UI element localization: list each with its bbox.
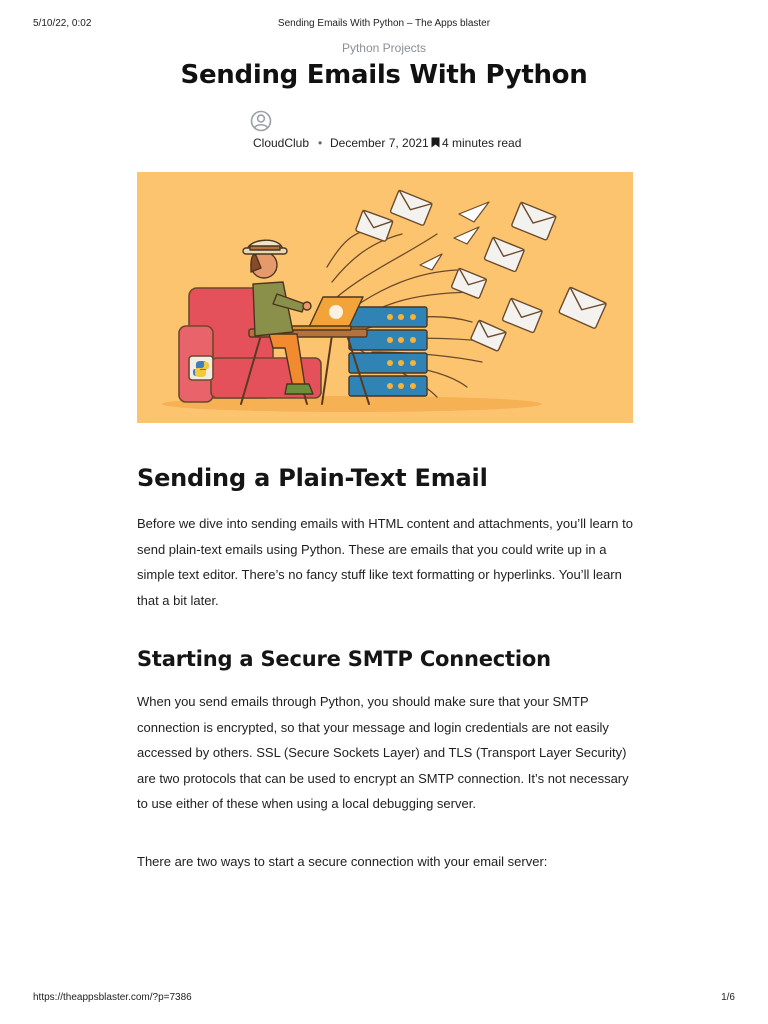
bookmark-icon <box>431 137 440 148</box>
meta-separator: • <box>318 136 323 150</box>
section-paragraph: When you send emails through Python, you should make sure that your SMTP connection is encrypted, so that your message and login credentials are not easily accessed by others. SSL (Secure Sockets Layer) and TLS (Transport Layer Security) are two protocols that can be used to encrypt an SMTP connection. It’s not necessary to use either of these when using a local debugging server. <box>137 694 629 811</box>
section-paragraph: There are two ways to start a secure connection with your email server: <box>137 854 548 869</box>
post-title: Sending Emails With Python <box>180 60 588 90</box>
post-meta <box>0 136 768 152</box>
post-read-time: 4 minutes read <box>442 136 522 150</box>
print-footer <box>0 992 768 1006</box>
post-author-link[interactable]: CloudClub <box>253 136 310 150</box>
post-date: December 7, 2021 <box>330 136 429 150</box>
print-url: https://theappsblaster.com/?p=7386 <box>33 992 192 1003</box>
section-heading-secure-smtp: Starting a Secure SMTP Connection <box>137 647 551 671</box>
post-category-link[interactable]: Python Projects <box>341 41 427 55</box>
print-header <box>0 18 768 32</box>
print-document-title: Sending Emails With Python – The Apps blaster <box>277 18 491 29</box>
print-page-number: 1/6 <box>721 992 735 1003</box>
section-heading-plain-text-email: Sending a Plain-Text Email <box>137 464 488 492</box>
print-datetime: 5/10/22, 0:02 <box>33 18 92 29</box>
user-avatar-icon[interactable] <box>250 110 272 132</box>
developer-sending-emails-illustration <box>137 172 633 423</box>
section-paragraph: Before we dive into sending emails with HTML content and attachments, you’ll learn to send plain-text emails using Python. These are emails that you could write up in a simple text editor. There’s no fancy stuff like text formatting or hyperlinks. You’ll learn that a bit later. <box>137 516 633 608</box>
